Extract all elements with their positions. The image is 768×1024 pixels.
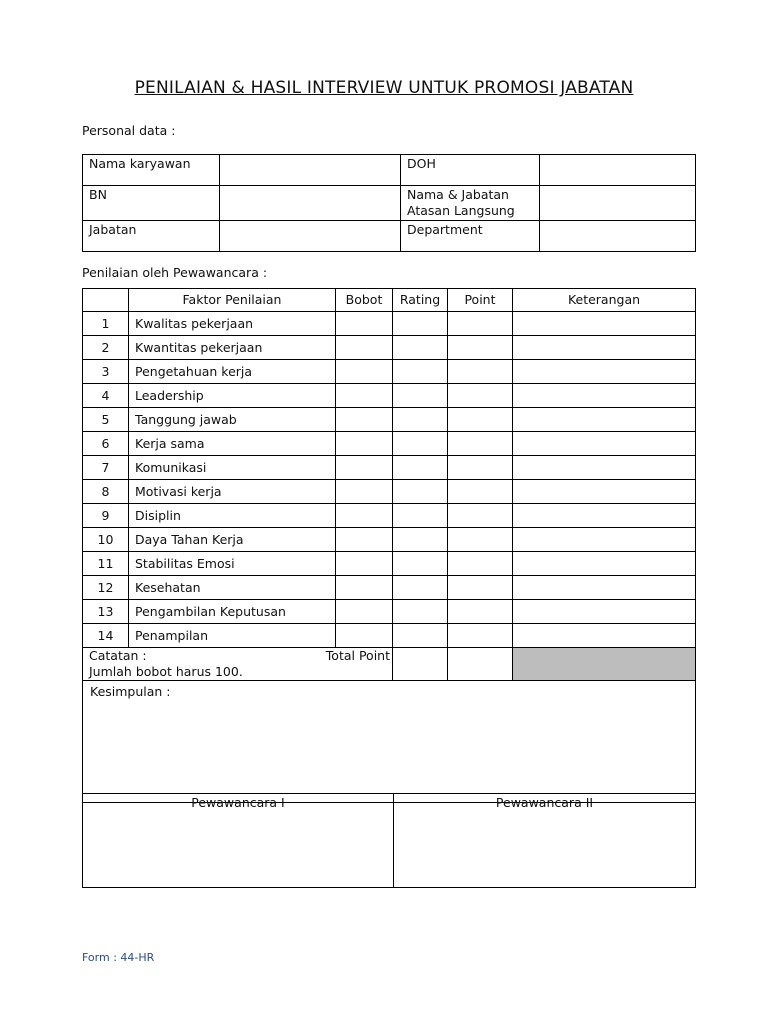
page-title: PENILAIAN & HASIL INTERVIEW UNTUK PROMOSI JABATAN — [134, 78, 634, 98]
row-faktor: Komunikasi — [129, 456, 336, 480]
row-faktor: Daya Tahan Kerja — [129, 528, 336, 552]
bobot-field[interactable] — [336, 336, 393, 360]
table-row — [83, 384, 696, 408]
table-row — [83, 360, 696, 384]
nama-karyawan-label: Nama karyawan — [83, 155, 220, 186]
catatan-label: Catatan : — [89, 648, 147, 663]
row-faktor: Motivasi kerja — [129, 480, 336, 504]
table-row — [83, 432, 696, 456]
row-number: 11 — [83, 552, 129, 576]
table-row — [83, 528, 696, 552]
nama-jabatan-atasan-field[interactable] — [540, 186, 696, 221]
row-faktor: Kesehatan — [129, 576, 336, 600]
table-row — [83, 408, 696, 432]
kesimpulan-row — [83, 681, 696, 803]
total-point-field[interactable] — [448, 648, 513, 681]
bobot-field[interactable] — [336, 576, 393, 600]
pewawancara-2-box[interactable] — [394, 794, 696, 888]
table-row — [83, 600, 696, 624]
table-row — [83, 576, 696, 600]
table-row — [83, 504, 696, 528]
bobot-field[interactable] — [336, 552, 393, 576]
kesimpulan-label: Kesimpulan : — [90, 684, 171, 699]
rating-field[interactable] — [393, 336, 448, 360]
rating-field[interactable] — [393, 528, 448, 552]
rating-field[interactable] — [393, 480, 448, 504]
nama-jabatan-atasan-label — [401, 186, 540, 221]
keterangan-field[interactable] — [513, 336, 696, 360]
row-faktor: Kwalitas pekerjaan — [129, 312, 336, 336]
bn-field[interactable] — [220, 186, 401, 221]
header-no — [83, 289, 129, 312]
table-row — [83, 480, 696, 504]
catatan-row — [83, 648, 696, 681]
keterangan-field[interactable] — [513, 384, 696, 408]
total-point-label: Total Point — [325, 648, 390, 663]
point-field[interactable] — [448, 504, 513, 528]
rating-field[interactable] — [393, 456, 448, 480]
row-faktor: Tanggung jawab — [129, 408, 336, 432]
rating-field[interactable] — [393, 504, 448, 528]
row-number: 8 — [83, 480, 129, 504]
keterangan-field[interactable] — [513, 576, 696, 600]
row-faktor: Disiplin — [129, 504, 336, 528]
point-field[interactable] — [448, 624, 513, 648]
point-field[interactable] — [448, 552, 513, 576]
row-number: 9 — [83, 504, 129, 528]
rating-field[interactable] — [393, 576, 448, 600]
keterangan-field[interactable] — [513, 360, 696, 384]
keterangan-field[interactable] — [513, 432, 696, 456]
personal-data-table — [82, 154, 696, 252]
table-row — [83, 312, 696, 336]
row-faktor: Leadership — [129, 384, 336, 408]
department-field[interactable] — [540, 221, 696, 252]
point-field[interactable] — [448, 480, 513, 504]
bn-label: BN — [83, 186, 220, 221]
row-faktor: Penampilan — [129, 624, 336, 648]
rating-field[interactable] — [393, 552, 448, 576]
rating-field[interactable] — [393, 360, 448, 384]
rating-field[interactable] — [393, 624, 448, 648]
keterangan-field[interactable] — [513, 552, 696, 576]
bobot-field[interactable] — [336, 480, 393, 504]
total-point-spacer — [393, 648, 448, 681]
catatan-cell — [83, 648, 393, 681]
rating-field[interactable] — [393, 384, 448, 408]
point-field[interactable] — [448, 576, 513, 600]
bobot-field[interactable] — [336, 384, 393, 408]
bobot-field[interactable] — [336, 312, 393, 336]
nama-jabatan-line1: Nama & Jabatan — [407, 187, 509, 202]
bobot-field[interactable] — [336, 528, 393, 552]
point-field[interactable] — [448, 432, 513, 456]
doh-field[interactable] — [540, 155, 696, 186]
bobot-field[interactable] — [336, 600, 393, 624]
row-number: 6 — [83, 432, 129, 456]
rating-field[interactable] — [393, 432, 448, 456]
total-point-shaded — [513, 648, 696, 681]
row-number: 1 — [83, 312, 129, 336]
jabatan-label: Jabatan — [83, 221, 220, 252]
row-faktor: Kwantitas pekerjaan — [129, 336, 336, 360]
row-number: 3 — [83, 360, 129, 384]
keterangan-field[interactable] — [513, 600, 696, 624]
row-faktor: Pengambilan Keputusan — [129, 600, 336, 624]
kesimpulan-cell[interactable] — [83, 681, 696, 803]
row-faktor: Pengetahuan kerja — [129, 360, 336, 384]
header-rating: Rating — [393, 289, 448, 312]
row-number: 14 — [83, 624, 129, 648]
bobot-field[interactable] — [336, 456, 393, 480]
evaluation-table — [82, 288, 696, 803]
doh-label: DOH — [401, 155, 540, 186]
rating-field[interactable] — [393, 312, 448, 336]
pewawancara-2-label: Pewawancara II — [495, 795, 594, 810]
row-number: 13 — [83, 600, 129, 624]
header-faktor: Faktor Penilaian — [129, 289, 336, 312]
bobot-field[interactable] — [336, 360, 393, 384]
point-field[interactable] — [448, 600, 513, 624]
row-faktor: Kerja sama — [129, 432, 336, 456]
header-point: Point — [448, 289, 513, 312]
jabatan-field[interactable] — [220, 221, 401, 252]
rating-field[interactable] — [393, 600, 448, 624]
row-faktor: Stabilitas Emosi — [129, 552, 336, 576]
pewawancara-1-label: Pewawancara I — [191, 795, 285, 810]
penilaian-label: Penilaian oleh Pewawancara : — [82, 265, 268, 280]
nama-karyawan-field[interactable] — [220, 155, 401, 186]
bobot-field[interactable] — [336, 504, 393, 528]
form-number: Form : 44-HR — [82, 951, 155, 964]
point-field[interactable] — [448, 336, 513, 360]
keterangan-field[interactable] — [513, 504, 696, 528]
personal-data-label: Personal data : — [82, 123, 176, 138]
rating-field[interactable] — [393, 408, 448, 432]
keterangan-field[interactable] — [513, 624, 696, 648]
header-bobot: Bobot — [336, 289, 393, 312]
bobot-field[interactable] — [336, 624, 393, 648]
row-number: 12 — [83, 576, 129, 600]
keterangan-field[interactable] — [513, 312, 696, 336]
table-row — [83, 552, 696, 576]
keterangan-field[interactable] — [513, 408, 696, 432]
row-number: 10 — [83, 528, 129, 552]
keterangan-field[interactable] — [513, 528, 696, 552]
row-number: 2 — [83, 336, 129, 360]
table-row — [83, 456, 696, 480]
row-number: 7 — [83, 456, 129, 480]
point-field[interactable] — [448, 408, 513, 432]
point-field[interactable] — [448, 528, 513, 552]
signature-table — [82, 793, 696, 888]
row-number: 4 — [83, 384, 129, 408]
department-label: Department — [401, 221, 540, 252]
header-keterangan: Keterangan — [513, 289, 696, 312]
bobot-field[interactable] — [336, 408, 393, 432]
point-field[interactable] — [448, 384, 513, 408]
nama-jabatan-line2: Atasan Langsung — [407, 203, 515, 218]
bobot-field[interactable] — [336, 432, 393, 456]
keterangan-field[interactable] — [513, 480, 696, 504]
point-field[interactable] — [448, 360, 513, 384]
keterangan-field[interactable] — [513, 456, 696, 480]
table-row — [83, 624, 696, 648]
pewawancara-1-box[interactable] — [83, 794, 394, 888]
catatan-note: Jumlah bobot harus 100. — [89, 664, 243, 679]
point-field[interactable] — [448, 456, 513, 480]
table-header-row — [83, 289, 696, 312]
table-row — [83, 336, 696, 360]
row-number: 5 — [83, 408, 129, 432]
point-field[interactable] — [448, 312, 513, 336]
